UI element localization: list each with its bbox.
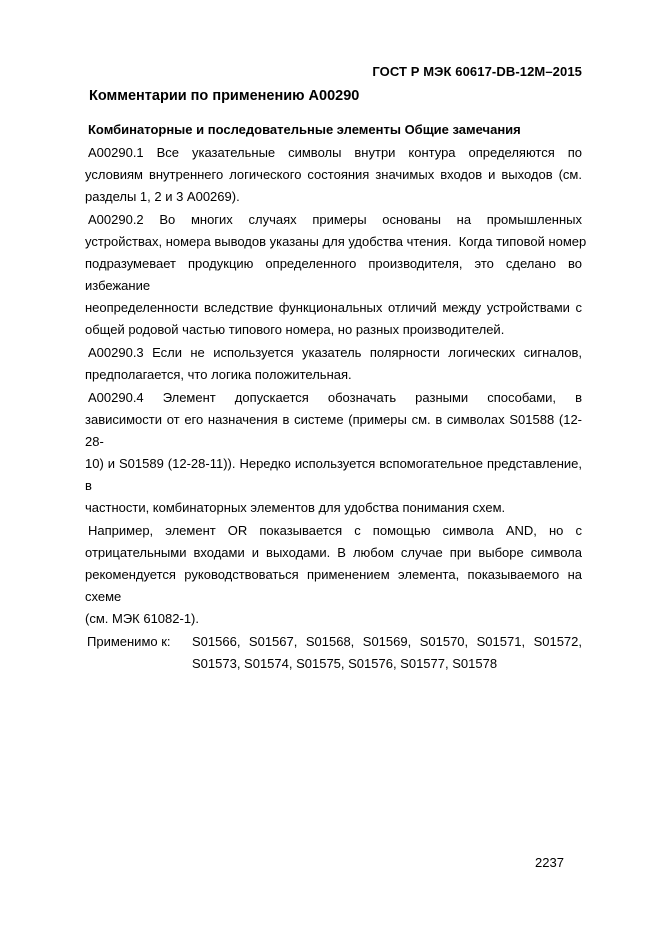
section-heading: Комбинаторные и последовательные элементы Общие замечания <box>88 122 521 137</box>
paragraph-line: неопределенности вследствие функциональных отличий между устройствами с <box>85 300 582 315</box>
paragraph-line: общей родовой частью типового номера, но разных производителей. <box>85 322 505 337</box>
paragraph-line: Например, элемент OR показывается с помощью символа AND, но с <box>88 523 582 538</box>
paragraph-line: А00290.1 Все указательные символы внутри контура определяются по <box>88 145 582 160</box>
paragraph-line: 10) и S01589 (12-28-11)). Нередко используется вспомогательное представление, в <box>85 456 582 493</box>
page-number: 2237 <box>535 855 564 870</box>
paragraph-line: условиям внутреннего логического состояния значимых входов и выходов (см. <box>85 167 582 182</box>
applies-to-line: S01573, S01574, S01575, S01576, S01577, S01578 <box>192 656 498 671</box>
paragraph-line: устройствах, номера выводов указаны для удобства чтения. Когда типовой номер <box>85 234 587 249</box>
document-number: ГОСТ Р МЭК 60617-DB-12M–2015 <box>372 64 582 79</box>
paragraph-line: рекомендуется руководствоваться применением элемента, показываемого на схеме <box>85 567 582 604</box>
paragraph-line: А00290.2 Во многих случаях примеры основаны на промышленных <box>88 212 582 227</box>
document-body <box>85 119 587 675</box>
applies-to-list <box>192 631 582 675</box>
paragraph-line: А00290.3 Если не используется указатель полярности логических сигналов, <box>88 345 582 360</box>
paragraph-a00290-4 <box>85 387 582 519</box>
paragraph-line: (см. МЭК 61082-1). <box>85 611 199 626</box>
paragraph-line: предполагается, что логика положительная. <box>85 367 352 382</box>
paragraph-line: разделы 1, 2 и 3 А00269). <box>85 189 240 204</box>
paragraph-a00290-2 <box>85 209 587 341</box>
applies-to-label: Применимо к: <box>87 634 171 649</box>
paragraph-line: А00290.4 Элемент допускается обозначать разными способами, в <box>88 390 582 405</box>
page-title: Комментарии по применению А00290 <box>89 88 360 104</box>
paragraph-line: отрицательными входами и выходами. В любом случае при выборе символа <box>85 545 582 560</box>
paragraph-example <box>85 520 582 630</box>
paragraph-line: зависимости от его назначения в системе (примеры см. в символах S01588 (12-28- <box>85 412 582 449</box>
applies-to <box>85 631 582 675</box>
paragraph-line: подразумевает продукцию определенного производителя, это сделано во избежание <box>85 256 582 293</box>
paragraph-line: частности, комбинаторных элементов для удобства понимания схем. <box>85 500 506 515</box>
paragraph-a00290-1 <box>85 142 582 208</box>
applies-to-line: S01566, S01567, S01568, S01569, S01570, S01571, S01572, <box>192 634 582 649</box>
paragraph-a00290-3 <box>85 342 582 386</box>
